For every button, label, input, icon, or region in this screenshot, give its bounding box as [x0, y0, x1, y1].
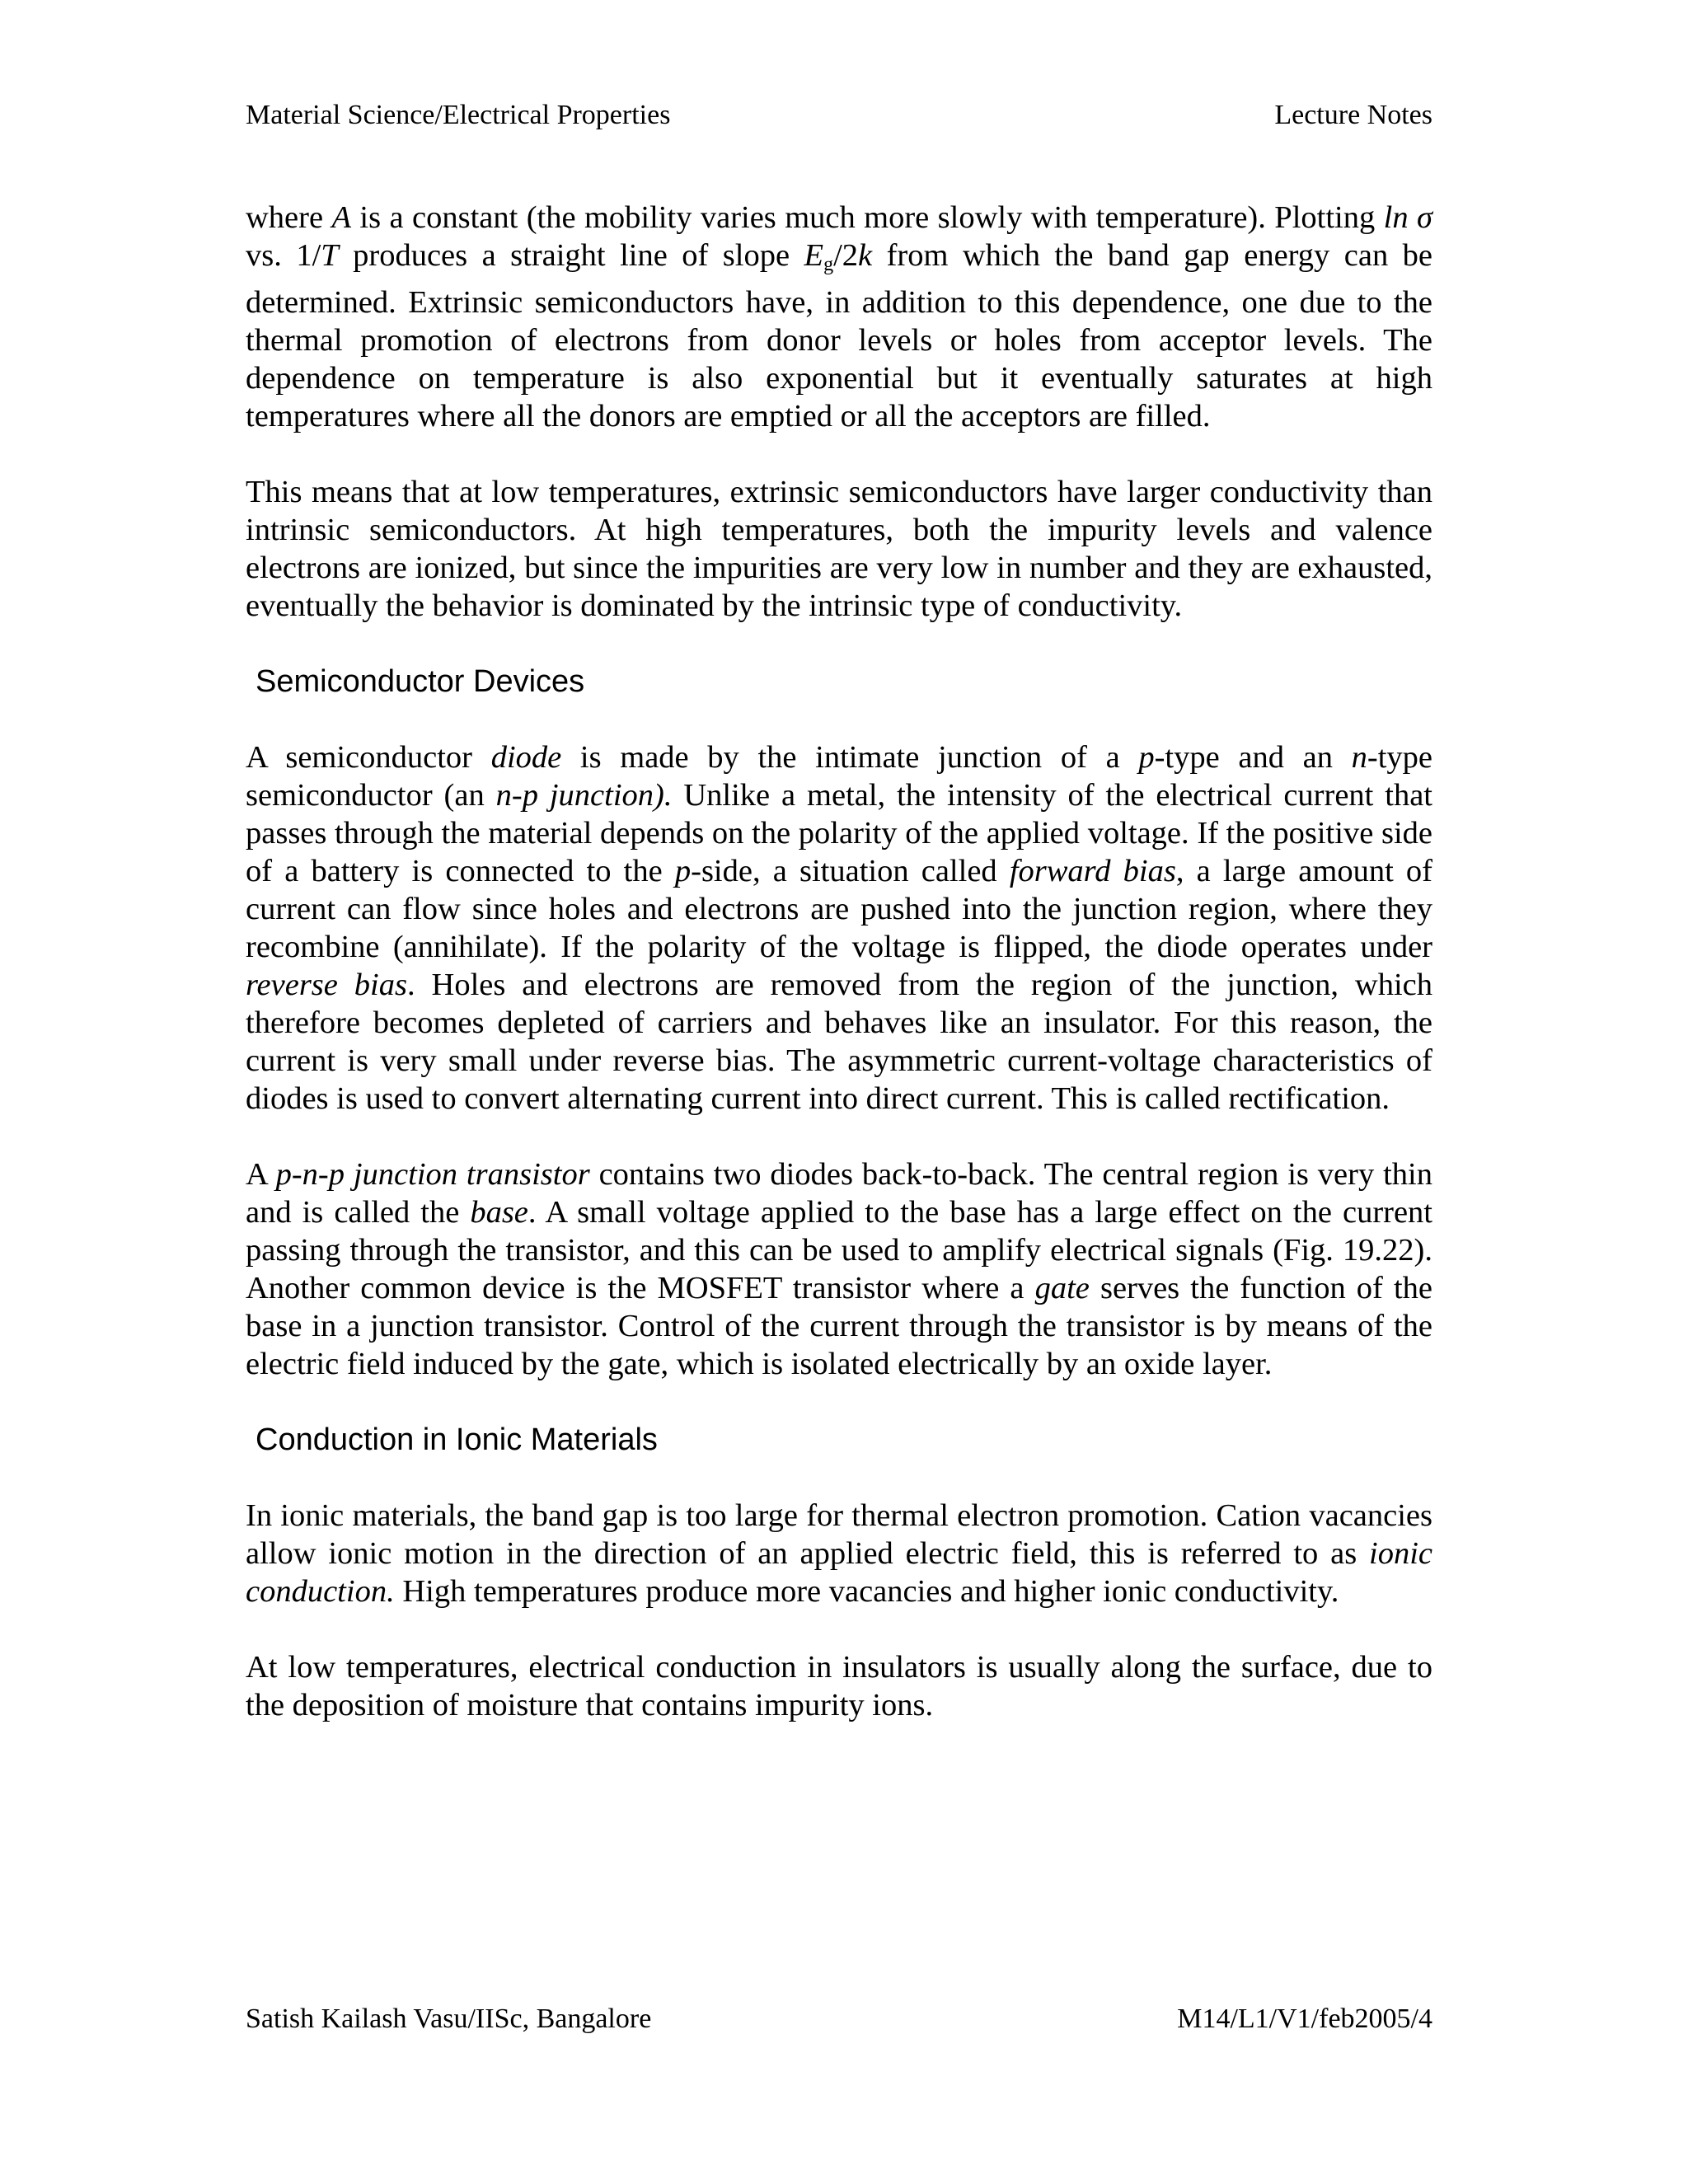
symbol-sigma: σ — [1408, 200, 1432, 235]
header-course-title: Material Science/Electrical Properties — [246, 100, 671, 130]
paragraph-surface-conduction: At low temperatures, electrical conduction in insulators is usually along the surface, due to the deposition of moisture that contains impurity ions. — [246, 1650, 1432, 1722]
footer-page-code: M14/L1/V1/feb2005/4 — [1177, 2004, 1432, 2034]
page-body — [246, 199, 1432, 1724]
symbol-ln: ln — [1383, 200, 1409, 235]
footer-author: Satish Kailash Vasu/IISc, Bangalore — [246, 2004, 652, 2034]
paragraph-diode: A semiconductor diode is made by the intimate junction of a p-type and an n-type semiconductor (an n-p junction). Unlike a metal, the intensity of the electrical current that passes through the material depends on the polarity of the applied voltage. If the positive side of a battery is connected to the p-side, a situation called forward bias, a large amount of current can flow since holes and electrons are pushed into the junction region, where they recombine (annihilate). If the polarity of the voltage is flipped, the diode operates under reverse bias. Holes and electrons are removed from the region of the junction, which therefore becomes depleted of carriers and behaves like an insulator. For this reason, the current is very small under reverse bias. The asymmetric current-voltage characteristics of diodes is used to convert alternating current into direct current. This is called rectification. — [246, 740, 1432, 1116]
heading-ionic-conduction: Conduction in Ionic Materials — [256, 1422, 658, 1457]
paragraph-band-gap: where A is a constant (the mobility varies much more slowly with temperature). Plotting ln σ vs. 1/T produces a straight line of slope $E_g/2k$ from which the band gap energy can be determined. Extrinsic semiconductors have, in addition to this dependence, one due to the thermal promotion of electrons from donor levels or holes from acceptor levels. The dependence on temperature is also exponential but it eventually saturates at high temperatures where all the donors are emptied or all the acceptors are filled. — [246, 200, 1432, 434]
symbol-T: T — [321, 238, 339, 273]
subscript-g: g — [823, 254, 834, 275]
paragraph-extrinsic: This means that at low temperatures, extrinsic semiconductors have larger conductivity than intrinsic semiconductors. At high temperatures, both the impurity levels and valence electrons are ionized, but since the impurities are very low in number and they are exhausted, eventually the behavior is dominated by the intrinsic type of conductivity. — [246, 475, 1432, 623]
symbol-k: k — [858, 238, 873, 273]
page-header — [246, 99, 1432, 132]
page-footer — [246, 2003, 1432, 2036]
header-doc-type: Lecture Notes — [1274, 100, 1432, 130]
symbol-E: E — [804, 238, 824, 273]
symbol-A: A — [331, 200, 351, 235]
paragraph-ionic-materials: In ionic materials, the band gap is too large for thermal electron promotion. Cation vacancies allow ionic motion in the direction of an applied electric field, this is referred to as ionic conduction. High temperatures produce more vacancies and higher ionic conductivity. — [246, 1498, 1432, 1609]
paragraph-transistor: A p-n-p junction transistor contains two diodes back-to-back. The central region is very thin and is called the base. A small voltage applied to the base has a large effect on the current passing through the transistor, and this can be used to amplify electrical signals (Fig. 19.22). Another common device is the MOSFET transistor where a gate serves the function of the base in a junction transistor. Control of the current through the transistor is by means of the electric field induced by the gate, which is isolated electrically by an oxide layer. — [246, 1157, 1433, 1381]
heading-semiconductor-devices: Semiconductor Devices — [256, 664, 585, 699]
